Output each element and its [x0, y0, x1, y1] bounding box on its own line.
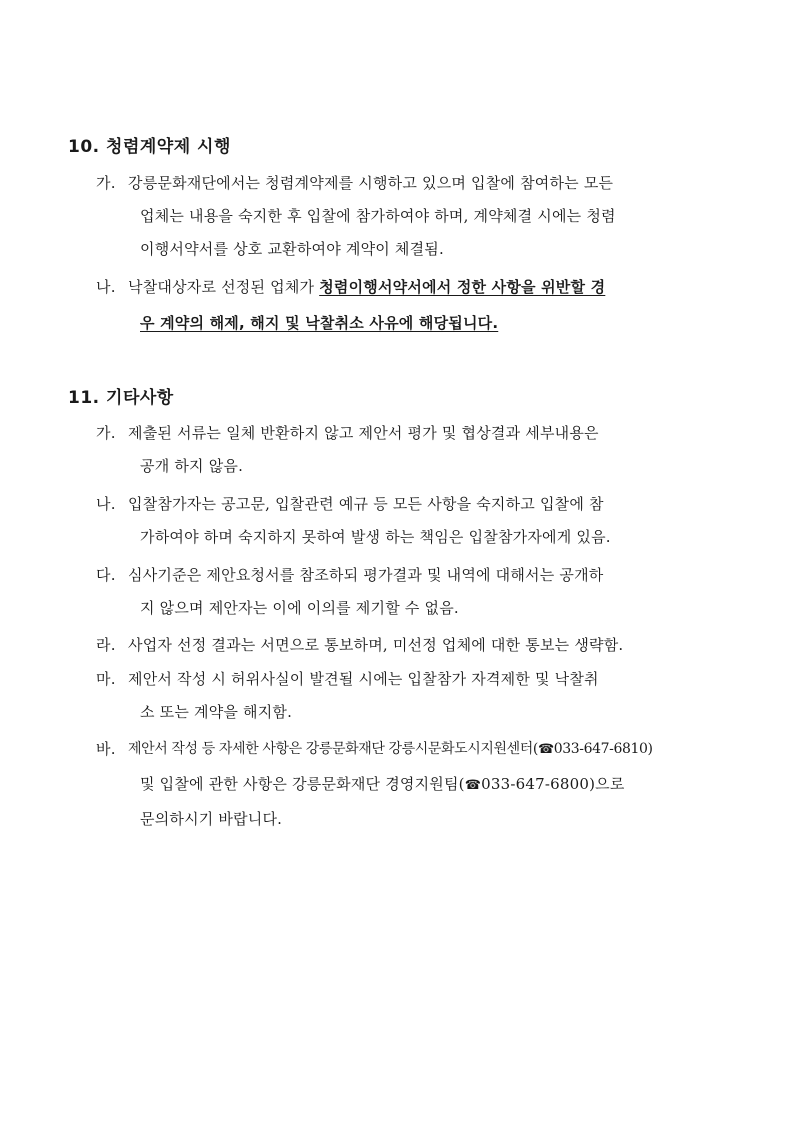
list-item [0, 738, 793, 838]
item-text-line: 공개 하지 않음. [140, 457, 244, 475]
list-item [0, 172, 793, 262]
item-text-line: 사업자 선정 결과는 서면으로 통보하며, 미선정 업체에 대한 통보는 생략함. [128, 636, 624, 654]
item-text-line: 이행서약서를 상호 교환하여야 계약이 체결됨. [140, 240, 444, 258]
phone-icon: ☎ [464, 778, 482, 793]
item-text-line: 문의하시기 바랍니다. [140, 810, 283, 828]
section-10-title: 10. 청렴계약제 시행 [68, 137, 231, 157]
item-marker: 다. [96, 566, 116, 584]
item-marker: 마. [96, 670, 116, 688]
item-text-line: 강릉문화재단에서는 청렴계약제를 시행하고 있으며 입찰에 참여하는 모든 [128, 174, 614, 192]
item-text-line [128, 738, 653, 758]
list-item [0, 668, 793, 728]
list-item [0, 276, 793, 336]
list-item [0, 422, 793, 482]
list-item [0, 634, 793, 658]
item-text-line: 지 않으며 제안자는 이에 이의를 제기할 수 없음. [140, 599, 459, 617]
item-text-line: 제안서 작성 시 허위사실이 발견될 시에는 입찰참가 자격제한 및 낙찰취 [128, 670, 599, 688]
phone-number: 033-647-6800)으로 [481, 775, 625, 793]
item-text-prefix: 낙찰대상자로 선정된 업체가 [128, 278, 320, 296]
item-text-line: 심사기준은 제안요청서를 참조하되 평가결과 및 내역에 대해서는 공개하 [128, 566, 604, 584]
item-marker: 가. [96, 174, 116, 192]
item-text-line [140, 773, 625, 794]
item-text-line: 업체는 내용을 숙지한 후 입찰에 참가하여야 하며, 계약체결 시에는 청렴 [140, 207, 616, 225]
section-11-title: 11. 기타사항 [68, 388, 174, 408]
item-text-line: 가하여야 하며 숙지하지 못하여 발생 하는 책임은 입찰참가자에게 있음. [140, 528, 611, 546]
emphasized-text: 청렴이행서약서에서 정한 사항을 위반할 경 [319, 278, 606, 296]
item-marker: 나. [96, 278, 116, 296]
list-item [0, 493, 793, 553]
item-text-line: 입찰참가자는 공고문, 입찰관련 예규 등 모든 사항을 숙지하고 입찰에 참 [128, 495, 604, 513]
phone-icon: ☎ [537, 742, 554, 757]
item-text-line: 소 또는 계약을 해지함. [140, 703, 293, 721]
item-text-line [128, 276, 605, 297]
emphasized-text: 우 계약의 해제, 해지 및 낙찰취소 사유에 해당됩니다. [140, 314, 499, 332]
list-item [0, 564, 793, 624]
contact-text: 및 입찰에 관한 사항은 강릉문화재단 경영지원팀( [140, 775, 465, 793]
item-marker: 라. [96, 636, 116, 654]
item-text-line: 제출된 서류는 일체 반환하지 않고 제안서 평가 및 협상결과 세부내용은 [128, 424, 599, 442]
phone-number: 033-647-6810) [553, 741, 653, 757]
item-marker: 가. [96, 424, 116, 442]
item-marker: 바. [96, 740, 116, 758]
item-marker: 나. [96, 495, 116, 513]
contact-text: 제안서 작성 등 자세한 사항은 강릉문화재단 강릉시문화도시지원센터( [128, 741, 538, 757]
